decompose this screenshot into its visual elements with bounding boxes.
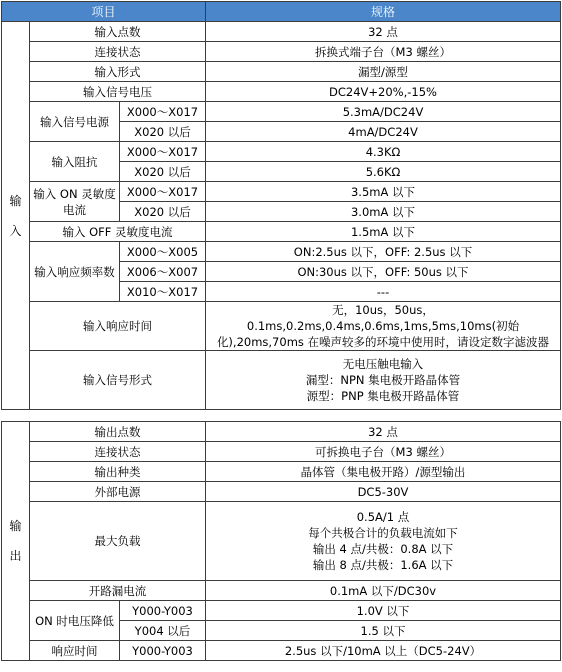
input-frequency-range-1: X006～X007	[120, 262, 206, 282]
output-voltage-drop-value-1: 1.5 以下	[206, 621, 561, 641]
output-type-value: 晶体管（集电极开路）/源型输出	[206, 462, 561, 482]
output-connection-label: 连接状态	[30, 442, 206, 462]
input-voltage-label: 输入信号电压	[30, 82, 206, 102]
output-connection-value: 可拆换电子台（M3 螺丝）	[206, 442, 561, 462]
output-max-load-value	[206, 502, 561, 581]
input-connection-label: 连接状态	[30, 42, 206, 62]
input-impedance-value-1: 5.6KΩ	[206, 162, 561, 182]
header-spec: 规格	[206, 2, 561, 22]
input-current-value-1: 4mA/DC24V	[206, 122, 561, 142]
input-response-time-label: 输入响应时间	[30, 302, 206, 351]
output-leak-value: 0.1mA 以下/DC30v	[206, 581, 561, 601]
output-power-label: 外部电源	[30, 482, 206, 502]
input-signal-form-line: 漏型：NPN 集电极开路晶体管	[305, 373, 461, 387]
input-frequency-label: 输入响应频率数	[30, 242, 120, 302]
output-points-label: 输出点数	[30, 422, 206, 442]
input-form-label: 输入形式	[30, 62, 206, 82]
output-max-load-line: 每个共极合计的负载电流如下	[308, 526, 458, 540]
output-voltage-drop-label: ON 时电压降低	[30, 601, 120, 641]
input-on-current-range-0: X000～X017	[120, 182, 206, 202]
input-signal-form-value	[206, 351, 561, 410]
output-leak-label: 开路漏电流	[30, 581, 206, 601]
input-off-current-label: 输入 OFF 灵敏度电流	[30, 222, 206, 242]
spec-table	[1, 1, 561, 410]
output-voltage-drop-range-1: Y004 以后	[120, 621, 206, 641]
input-on-current-value-0: 3.5mA 以下	[206, 182, 561, 202]
input-voltage-value: DC24V+20%,-15%	[206, 82, 561, 102]
input-off-current-value: 1.5mA 以下	[206, 222, 561, 242]
input-connection-value: 拆换式端子台（M3 螺丝）	[206, 42, 561, 62]
output-max-load-label: 最大负载	[30, 502, 206, 581]
input-current-range-0: X000～X017	[120, 102, 206, 122]
output-max-load-line: 0.5A/1 点	[356, 510, 410, 524]
output-voltage-drop-value-0: 1.0V 以下	[206, 601, 561, 621]
input-impedance-value-0: 4.3KΩ	[206, 142, 561, 162]
input-frequency-value-0: ON:2.5us 以下，OFF: 2.5us 以下	[206, 242, 561, 262]
input-impedance-label: 输入阻抗	[30, 142, 120, 182]
output-voltage-drop-range-0: Y000-Y003	[120, 601, 206, 621]
input-current-value-0: 5.3mA/DC24V	[206, 102, 561, 122]
input-frequency-range-0: X000～X005	[120, 242, 206, 262]
input-signal-form-line: 源型：PNP 集电极开路晶体管	[306, 389, 460, 403]
input-current-range-1: X020 以后	[120, 122, 206, 142]
output-group-label: 输 出	[2, 422, 30, 661]
input-signal-form-line: 无电压触电输入	[342, 357, 424, 371]
output-response-range: Y000-Y003	[120, 641, 206, 661]
header-item: 项目	[2, 2, 206, 22]
input-current-label: 输入信号电源	[30, 102, 120, 142]
input-signal-form-label: 输入信号形式	[30, 351, 206, 410]
output-points-value: 32 点	[206, 422, 561, 442]
output-table	[1, 421, 561, 661]
input-group-label: 输 入	[2, 22, 30, 410]
output-max-load-line: 输出 8 点/共极：1.6A 以下	[312, 558, 454, 572]
output-type-label: 输出种类	[30, 462, 206, 482]
input-impedance-range-1: X020 以后	[120, 162, 206, 182]
output-max-load-line: 输出 4 点/共极：0.8A 以下	[312, 542, 454, 556]
input-form-value: 漏型/源型	[206, 62, 561, 82]
input-impedance-range-0: X000～X017	[120, 142, 206, 162]
output-response-value: 2.5us 以下/10mA 以上（DC5-24V）	[206, 641, 561, 661]
input-points-value: 32 点	[206, 22, 561, 42]
input-frequency-value-2: ---	[206, 282, 561, 302]
input-on-current-value-1: 3.0mA 以下	[206, 202, 561, 222]
input-frequency-range-2: X010～X017	[120, 282, 206, 302]
input-points-label: 输入点数	[30, 22, 206, 42]
output-power-value: DC5-30V	[206, 482, 561, 502]
input-on-current-label: 输入 ON 灵敏度电流	[30, 182, 120, 222]
output-response-label: 响应时间	[30, 641, 120, 661]
input-frequency-value-1: ON:30us 以下，OFF: 50us 以下	[206, 262, 561, 282]
input-response-time-value: 无，10us，50us，0.1ms,0.2ms,0.4ms,0.6ms,1ms,5ms,10ms(初始化),20ms,70ms 在噪声较多的环境中使用时，请设定数字滤波器	[206, 302, 561, 351]
input-on-current-range-1: X020 以后	[120, 202, 206, 222]
